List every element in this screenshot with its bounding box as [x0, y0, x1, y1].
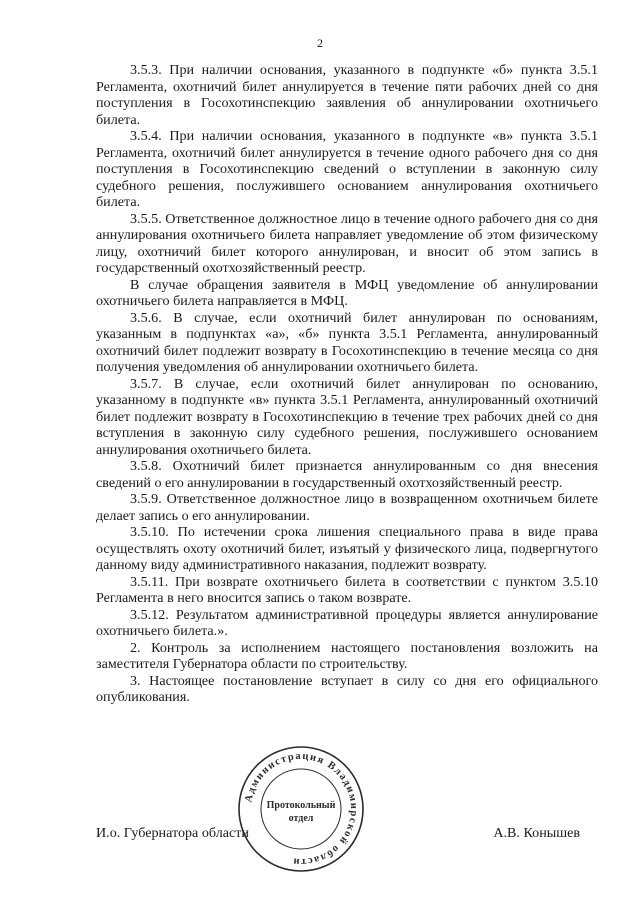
paragraph-3-5-11: 3.5.11. При возврате охотничьего билета в соответствии с пунктом 3.5.10 Регламента в него вносится запись о таком возврате.	[96, 573, 598, 606]
paragraph-3-5-10: 3.5.10. По истечении срока лишения специального права в виде права осуществлять охоту охотничий билет, изъятый у физического лица, подвергнутого данному виду административного наказания, подлежит возврату.	[96, 524, 598, 573]
seal-center-line-1: Протокольный	[266, 800, 336, 811]
signer-title: И.о. Губернатора области	[96, 825, 249, 841]
official-seal-stamp	[236, 744, 366, 874]
paragraph-3-5-12: 3.5.12. Результатом административной процедуры является аннулирование охотничьего билета.».	[96, 606, 598, 639]
paragraph-3-5-9: 3.5.9. Ответственное должностное лицо в возвращенном охотничьем билете делает запись о его аннулировании.	[96, 491, 598, 524]
paragraph-item-2: 2. Контроль за исполнением настоящего постановления возложить на заместителя Губернатора области по строительству.	[96, 639, 598, 672]
paragraph-mfc-notice: В случае обращения заявителя в МФЦ уведомление об аннулировании охотничьего билета направляется в МФЦ.	[96, 276, 598, 309]
paragraph-3-5-7: 3.5.7. В случае, если охотничий билет аннулирован по основанию, указанному в подпункте «в» пункта 3.5.1 Регламента, аннулированный охотничий билет подлежит возврату в Госохотинспекцию в течение трех рабочих дней со дня вступления в законную силу судебного решения, послужившего основанием аннулирования охотничьего билета.	[96, 375, 598, 458]
paragraph-3-5-8: 3.5.8. Охотничий билет признается аннулированным со дня внесения сведений о его аннулировании в государственный охотхозяйственный реестр.	[96, 458, 598, 491]
seal-center-line-2: отдел	[288, 813, 314, 824]
seal-ring-text: Администрация Владимирской области	[243, 750, 360, 868]
signature-block	[96, 825, 598, 843]
paragraph-3-5-6: 3.5.6. В случае, если охотничий билет аннулирован по основаниям, указанным в подпунктах «а», «б» пункта 3.5.1 Регламента, аннулированный охотничий билет подлежит возврату в Госохотинспекцию в течение месяца со дня получения уведомления об аннулировании охотничьего билета.	[96, 309, 598, 375]
paragraph-3-5-5: 3.5.5. Ответственное должностное лицо в течение одного рабочего дня со дня аннулирования охотничьего билета направляет уведомление об этом физическому лицу, охотничий билет которого аннулирован, и вносит об этом запись в государственный охотхозяйственный реестр.	[96, 210, 598, 276]
page-number: 2	[317, 36, 323, 50]
document-body	[96, 62, 598, 706]
paragraph-3-5-3: 3.5.3. При наличии основания, указанного в подпункте «б» пункта 3.5.1 Регламента, охотничий билет аннулируется в течение пяти рабочих дней со дня поступления в Госохотинспекцию заявления об аннулировании охотничьего билета.	[96, 62, 598, 128]
paragraph-3-5-4: 3.5.4. При наличии основания, указанного в подпункте «в» пункта 3.5.1 Регламента, охотничий билет аннулируется в течение одного рабочего дня со дня поступления в Госохотинспекцию сведений о вступлении в законную силу судебного решения, послужившего основанием аннулирования охотничьего билета.	[96, 128, 598, 210]
paragraph-item-3: 3. Настоящее постановление вступает в силу со дня его официального опубликования.	[96, 672, 598, 705]
signer-name: А.В. Конышев	[493, 825, 580, 841]
